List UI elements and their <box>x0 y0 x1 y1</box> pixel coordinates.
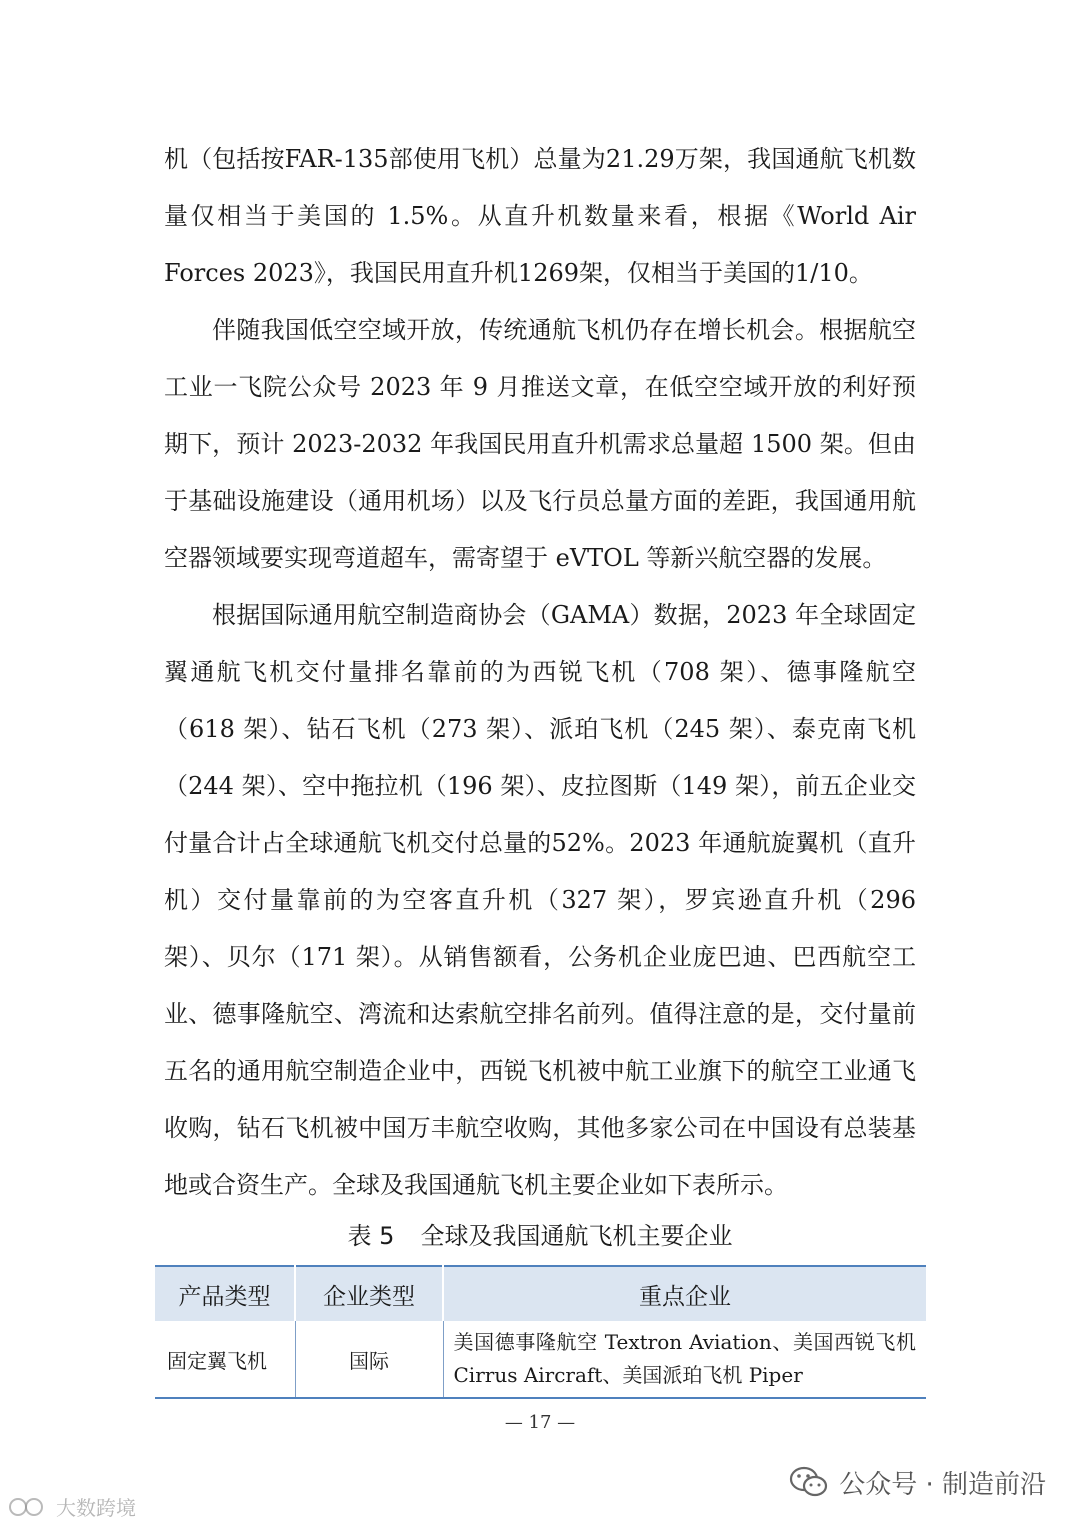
paragraph-2: 伴随我国低空空域开放，传统通航飞机仍存在增长机会。根据航空工业一飞院公众号 2023 年 9 月推送文章，在低空空域开放的利好预期下，预计 2023-2032 年我国民用直升机需求总量超 1500 架。但由于基础设施建设（通用机场）以及飞行员总量方面的差距，我国通用航空器领域要实现弯道超车，需寄望于 eVTOL 等新兴航空器的发展。 <box>164 316 916 572</box>
paragraph-1: 机（包括按FAR-135部使用飞机）总量为21.29万架，我国通航飞机数量仅相当于美国的 1.5%。从直升机数量来看，根据《World Air Forces 2023》，我国民用直升机1269架，仅相当于美国的1/10。 <box>164 145 916 287</box>
wechat-watermark <box>789 1460 1046 1504</box>
body-text <box>164 131 916 1214</box>
table-caption-number: 表 5 <box>347 1222 395 1250</box>
corner-watermark-text: 大数跨境 <box>56 1496 136 1520</box>
companies-table <box>155 1265 926 1399</box>
table-header-row <box>155 1266 926 1321</box>
cell-company-type: 国际 <box>295 1321 443 1398</box>
wechat-watermark-text: 公众号 · 制造前沿 <box>839 1469 1046 1500</box>
cell-product-type: 固定翼飞机 <box>155 1321 295 1398</box>
page-number: — 17 — <box>504 1412 576 1433</box>
wechat-icon <box>789 1465 829 1499</box>
corner-watermark <box>8 1492 136 1521</box>
header-company-type: 企业类型 <box>295 1266 443 1321</box>
table-row <box>155 1321 926 1398</box>
header-product-type: 产品类型 <box>155 1266 295 1321</box>
header-key-companies: 重点企业 <box>443 1266 926 1321</box>
paragraph-3: 根据国际通用航空制造商协会（GAMA）数据，2023 年全球固定翼通航飞机交付量排名靠前的为西锐飞机（708 架）、德事隆航空（618 架）、钻石飞机（273 架）、派珀飞机（245 架）、泰克南飞机（244 架）、空中拖拉机（196 架）、皮拉图斯（149 架），前五企业交付量合计占全球通航飞机交付总量的52%。2023 年通航旋翼机（直升机）交付量靠前的为空客直升机（327 架），罗宾逊直升机（296 架）、贝尔（171 架）。从销售额看，公务机企业庞巴迪、巴西航空工业、德事隆航空、湾流和达索航空排名前列。值得注意的是，交付量前五名的通用航空制造企业中，西锐飞机被中航工业旗下的航空工业通飞收购，钻石飞机被中国万丰航空收购，其他多家公司在中国设有总装基地或合资生产。全球及我国通航飞机主要企业如下表所示。 <box>164 601 916 1199</box>
table-caption-title: 全球及我国通航飞机主要企业 <box>420 1222 733 1250</box>
table-caption <box>0 1214 1080 1258</box>
corner-logo-icon <box>8 1495 52 1519</box>
cell-key-companies: 美国德事隆航空 Textron Aviation、美国西锐飞机 Cirrus Aircraft、美国派珀飞机 Piper <box>443 1321 926 1398</box>
